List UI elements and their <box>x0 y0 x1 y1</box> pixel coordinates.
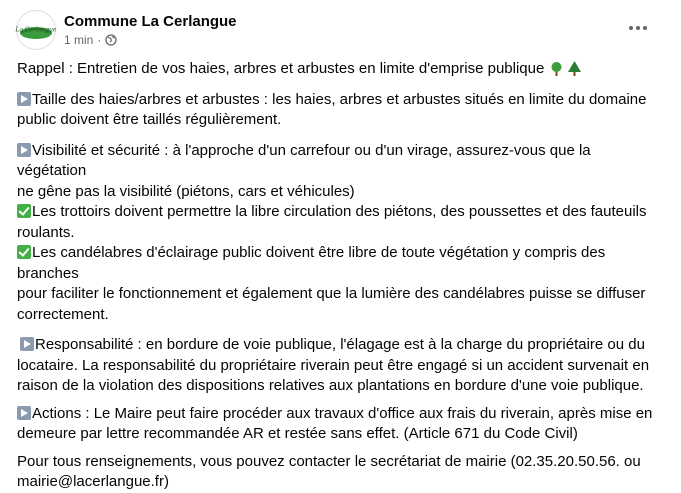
p2-line1: Visibilité et sécurité : à l'approche d'un carrefour ou d'un virage, assurez-vous que la végétation <box>17 141 591 179</box>
post-header <box>16 10 666 52</box>
more-options-dot <box>636 26 640 30</box>
evergreen-tree-emoji-icon <box>568 61 581 83</box>
intro-paragraph <box>17 59 657 83</box>
page-avatar[interactable] <box>16 10 56 50</box>
p2-line7: correctement. <box>17 305 109 323</box>
commune-logo-icon <box>17 11 55 49</box>
p1-line2: public doivent être taillés régulièrement. <box>17 111 282 128</box>
globe-icon[interactable] <box>105 34 117 46</box>
p2-line4: roulants. <box>17 223 75 241</box>
deciduous-tree-emoji-icon <box>549 61 564 83</box>
p4-line1: Actions : Le Maire peut faire procéder aux travaux d'office aux frais du riverain, après mise en <box>32 404 653 422</box>
play-button-emoji-icon <box>17 143 31 157</box>
check-mark-emoji-icon <box>17 204 31 218</box>
p2-line6: pour faciliter le fonctionnement et également que la lumière des candélabres puisse se diffuser <box>17 285 646 302</box>
p5-line2: mairie@lacerlangue.fr) <box>17 473 169 490</box>
p5-line1: Pour tous renseignements, vous pouvez contacter le secrétariat de mairie (02.35.20.50.56. ou <box>17 452 641 470</box>
post-meta <box>64 33 117 47</box>
paragraph-responsabilite <box>17 335 657 397</box>
paragraph-contact <box>17 452 657 493</box>
p2-line3: Les trottoirs doivent permettre la libre circulation des piétons, des poussettes et des fauteuils <box>32 203 647 220</box>
more-options-button[interactable] <box>624 18 652 38</box>
p3-line2: locataire. La responsabilité du propriétaire riverain peut être engagé si un accident survenait en <box>17 356 650 374</box>
play-button-emoji-icon <box>17 92 31 106</box>
p2-line2: ne gêne pas la visibilité (piétons, cars et véhicules) <box>17 182 355 200</box>
paragraph-visibilite <box>17 141 657 326</box>
play-button-emoji-icon <box>20 337 34 351</box>
post-body <box>17 59 657 493</box>
page-name-link[interactable]: Commune La Cerlangue <box>64 13 237 30</box>
p4-line2: demeure par lettre recommandée AR et restée sans effet. (Article 671 du Code Civil) <box>17 425 578 442</box>
post-timestamp[interactable]: 1 min <box>64 33 94 47</box>
p2-line5: Les candélabres d'éclairage public doivent être libre de toute végétation y compris des branches <box>17 244 606 282</box>
more-options-icon <box>629 26 633 30</box>
paragraph-actions <box>17 404 657 445</box>
avatar-logo-text: La Cerlangue <box>15 26 57 34</box>
more-options-dot <box>643 26 647 30</box>
check-mark-emoji-icon <box>17 245 31 259</box>
intro-text: Rappel : Entretien de vos haies, arbres et arbustes en limite d'emprise publique <box>17 60 545 77</box>
p1-line1: Taille des haies/arbres et arbustes : les haies, arbres et arbustes situés en limite du domaine <box>32 90 647 108</box>
play-button-emoji-icon <box>17 406 31 420</box>
p3-line3: raison de la violation des dispositions relatives aux plantations en bordure d'une voie publique. <box>17 377 644 394</box>
meta-separator: · <box>97 33 102 47</box>
p3-line1: Responsabilité : en bordure de voie publique, l'élagage est à la charge du propriétaire ou du <box>35 336 645 353</box>
paragraph-taille <box>17 90 657 131</box>
